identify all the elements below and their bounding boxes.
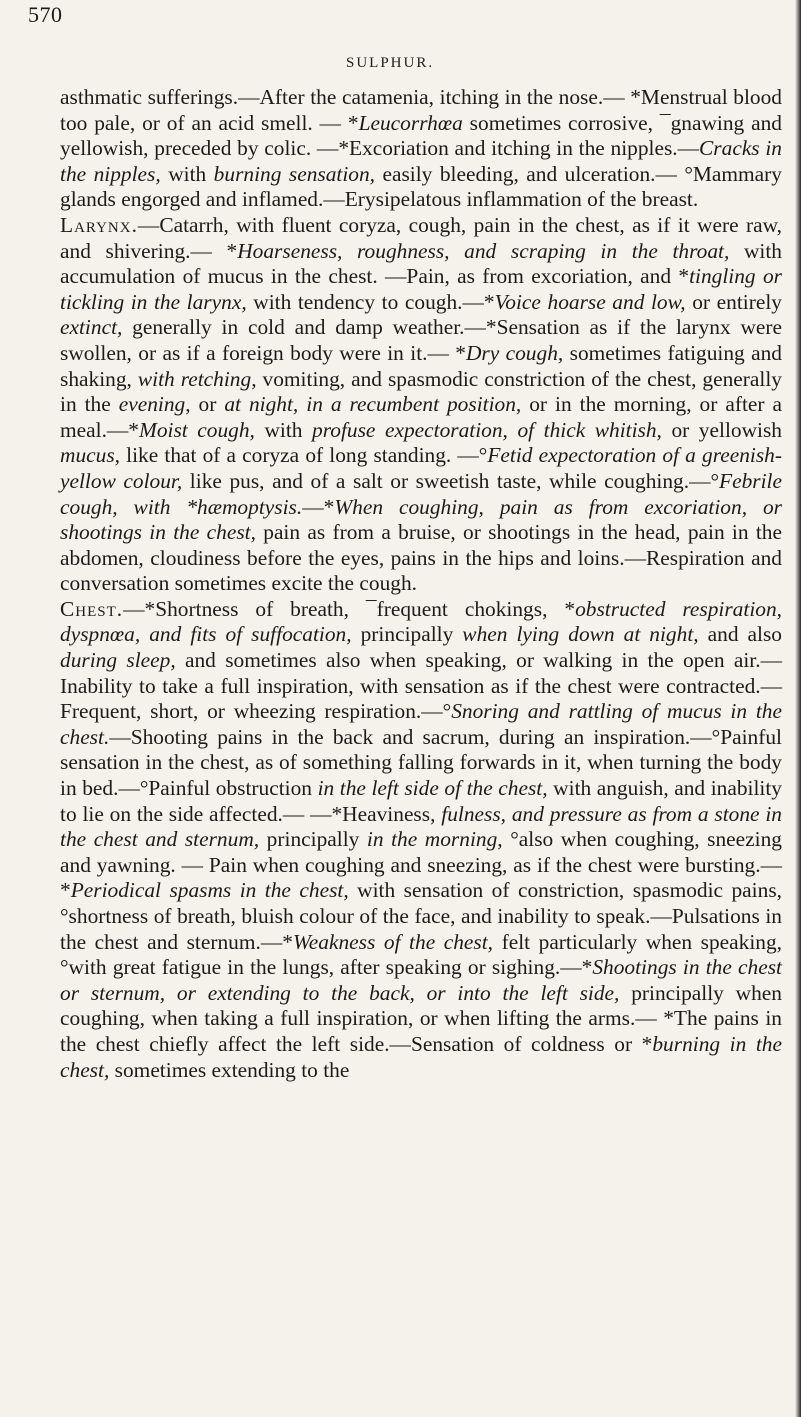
italic-text: Hoarseness, roughness, and scraping in the throat, [237,238,730,263]
text-run: or entirely [685,289,782,314]
italic-text: Fetid expectoration of a greenish-yellow colour, [60,443,782,493]
text-run: or [190,392,225,417]
paragraph-intro [60,85,782,213]
text-run: generally in cold and damp weather.—*Sensation as if the larynx were swollen, or as if a foreign body were in it.— * [60,315,782,365]
italic-text: in the left side of the chest, [317,776,548,801]
italic-text: When coughing, pain as from excoriation, or shootings in the chest, [60,494,783,545]
text-run: with sensation of constriction, spasmodic pains, °shortness of breath, bluish colour of the face, and inability to speak.—Pulsations in the chest and sternum.—* [60,878,782,954]
italic-text: during sleep, [60,648,176,673]
text-run: with anguish, and inability to lie on the side affected.— —*Heaviness, [60,776,782,826]
italic-text: evening, [118,392,191,417]
text-run: —*Shortness of breath, ¯frequent chokings, * [123,596,576,621]
italic-text: Dry cough, [465,340,564,365]
text-run: sometimes fatiguing and shaking, [60,340,782,391]
text-run: like pus, and of a salt or sweetish taste, while coughing.—° [182,468,720,493]
text-run: like that of a coryza of long standing. —° [120,443,488,468]
italic-text: burning sensation, [213,161,376,186]
text-run: with [160,161,214,186]
italic-text: Moist cough, [139,417,255,442]
italic-text: Voice hoarse and low, [494,289,686,314]
text-run: principally when coughing, when taking a full inspiration, or when lifting the arms.— *The pains in the chest chiefly affect the left side.—Sensation of coldness or * [60,980,782,1056]
section-label: Chest. [60,596,124,621]
italic-text: Leucorrhœa [358,110,463,135]
text-run: —* [302,494,335,519]
italic-text: profuse expectoration, of thick whitish, [312,417,662,442]
italic-text: Cracks in the nipples, [60,136,782,186]
text-run: with tendency to cough.—* [246,289,495,314]
text-run: and sometimes also when speaking, or walking in the open air.—Inability to take a full inspiration, with sensation as if the chest were contracted.—Frequent, short, or wheezing respiration.—° [60,648,782,724]
text-run: —Shooting pains in the back and sacrum, during an inspiration.—°Painful sensation in the chest, as of something falling forwards in it, when turning the body in bed.—°Painful obstruction [60,724,782,801]
text-run: principally [351,622,463,647]
page-edge-shadow [795,0,801,1417]
italic-text: at night, in a recumbent position, [224,392,522,417]
italic-text: Febrile cough, with *hæmoptysis. [60,468,782,519]
text-run: and also [698,622,782,647]
running-head: SULPHUR. [346,55,435,71]
italic-text: burning in the chest, [60,1031,782,1082]
italic-text: Shootings in the chest or sternum, or extending to the back, or into the left side, [60,955,782,1005]
text-run: principally [259,827,367,852]
text-run: sometimes extending to the [109,1057,350,1082]
text-run: with [254,417,313,442]
italic-text: when lying down at night, [462,622,699,647]
paragraph-larynx [60,213,782,597]
italic-text: extinct, [60,315,123,340]
text-run: pain as from a bruise, or shootings in the head, pain in the abdomen, cloudiness before the eyes, pains in the hips and loins.—Respiration and conversation sometimes excite the cough. [60,520,782,596]
text-run: sometimes corrosive, ¯gnawing and yellowish, preceded by colic. —*Excoriation and itching in the nipples.— [60,110,782,161]
italic-text: in the morning, [366,827,503,852]
text-run: asthmatic sufferings.—After the catamenia, itching in the nose.— *Menstrual blood too pale, or of an acid smell. — * [60,85,782,135]
italic-text: obstructed respiration, dyspnœa, and fits of suffocation, [60,596,782,647]
section-label: Larynx. [60,212,138,237]
italic-text: fulness, and pressure as from a stone in the chest and sternum, [60,801,782,852]
text-run: with accumulation of mucus in the chest. —Pain, as from excoriation, and * [60,238,782,289]
italic-text: Periodical spasms in the chest, [70,878,349,903]
body-text [60,85,782,1083]
text-run: or in the morning, or after a meal.—* [60,392,782,442]
italic-text: Snoring and rattling of mucus in the chest. [60,699,782,749]
italic-text: with retching, [137,366,257,391]
text-run: easily bleeding, and ulceration.— °Mammary glands engorged and inflamed.—Erysipelatous inflammation of the breast. [60,161,782,212]
page-number: 570 [28,2,63,27]
text-run: —Catarrh, with fluent coryza, cough, pain in the chest, as if it were raw, and shivering.— * [60,212,782,263]
text-run: felt particularly when speaking, °with great fatigue in the lungs, after speaking or sighing.—* [60,929,783,980]
italic-text: mucus, [60,443,121,468]
text-run: or yellowish [661,417,782,442]
text-run: °also when coughing, sneezing and yawning. — Pain when coughing and sneezing, as if the chest were bursting.—* [60,827,783,903]
paragraph-chest [60,597,782,1083]
italic-text: tingling or tickling in the larynx, [60,264,782,314]
text-run: vomiting, and spasmodic constriction of the chest, generally in the [60,366,782,417]
italic-text: Weakness of the chest, [292,929,494,954]
